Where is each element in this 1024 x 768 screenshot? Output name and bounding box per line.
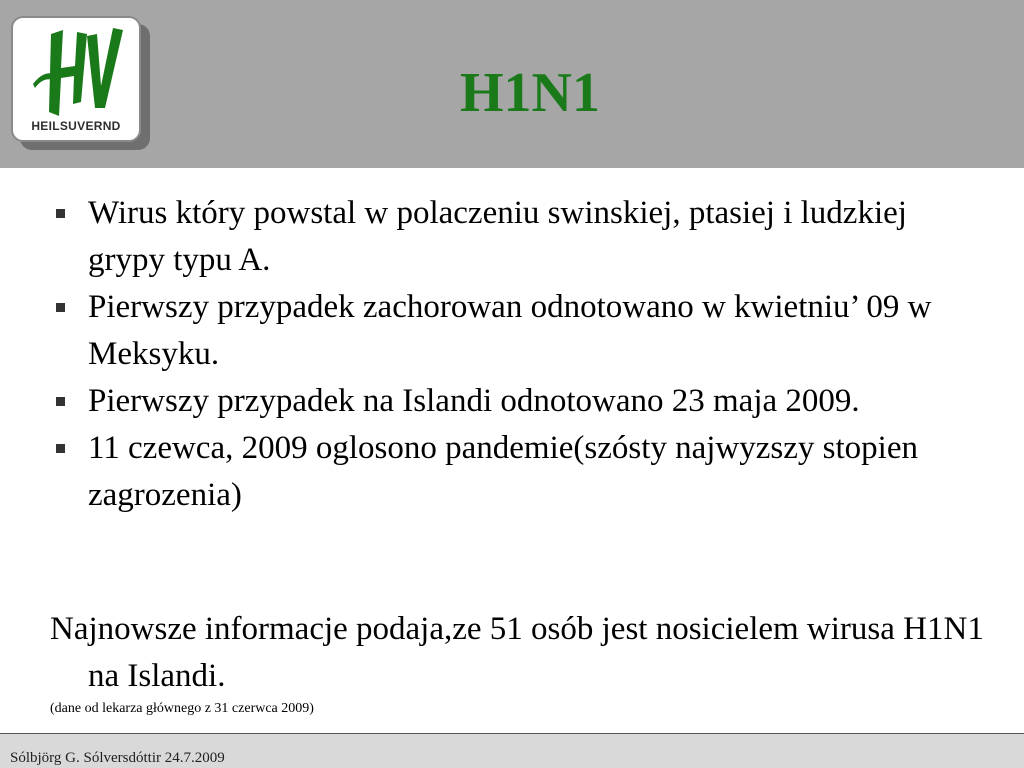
footer-author-date: Sólbjörg G. Sólversdóttir 24.7.2009: [10, 750, 225, 766]
bullet-list: [50, 190, 970, 519]
list-item: [50, 284, 970, 378]
square-bullet-icon: [56, 303, 65, 312]
square-bullet-icon: [56, 444, 65, 453]
latest-info-note: Najnowsze informacje podaja,ze 51 osób jest nosicielem wirusa H1N1 na Islandi.: [50, 611, 984, 694]
bullet-text: Pierwszy przypadek na Islandi odnotowano 23 maja 2009.: [88, 383, 860, 419]
hv-logo-icon: [31, 24, 125, 122]
list-item: [50, 190, 970, 284]
logo: [11, 16, 141, 142]
bullet-text: Pierwszy przypadek zachorowan odnotowano w kwietniu’ 09 w Meksyku.: [88, 289, 932, 372]
source-citation: (dane od lekarza głównego z 31 czerwca 2009): [50, 701, 314, 716]
list-item: [50, 378, 970, 425]
bullet-text: Wirus który powstal w polaczeniu swinskiej, ptasiej i ludzkiej grypy typu A.: [88, 195, 907, 278]
logo-wordmark: HEILSUVERND: [31, 119, 121, 133]
page-title: H1N1: [460, 62, 600, 124]
square-bullet-icon: [56, 209, 65, 218]
list-item: [50, 425, 970, 519]
footer: [0, 733, 1024, 768]
square-bullet-icon: [56, 397, 65, 406]
header-band: [0, 0, 1024, 168]
bullet-text: 11 czewca, 2009 oglosono pandemie(szósty najwyzszy stopien zagrozenia): [88, 430, 918, 513]
